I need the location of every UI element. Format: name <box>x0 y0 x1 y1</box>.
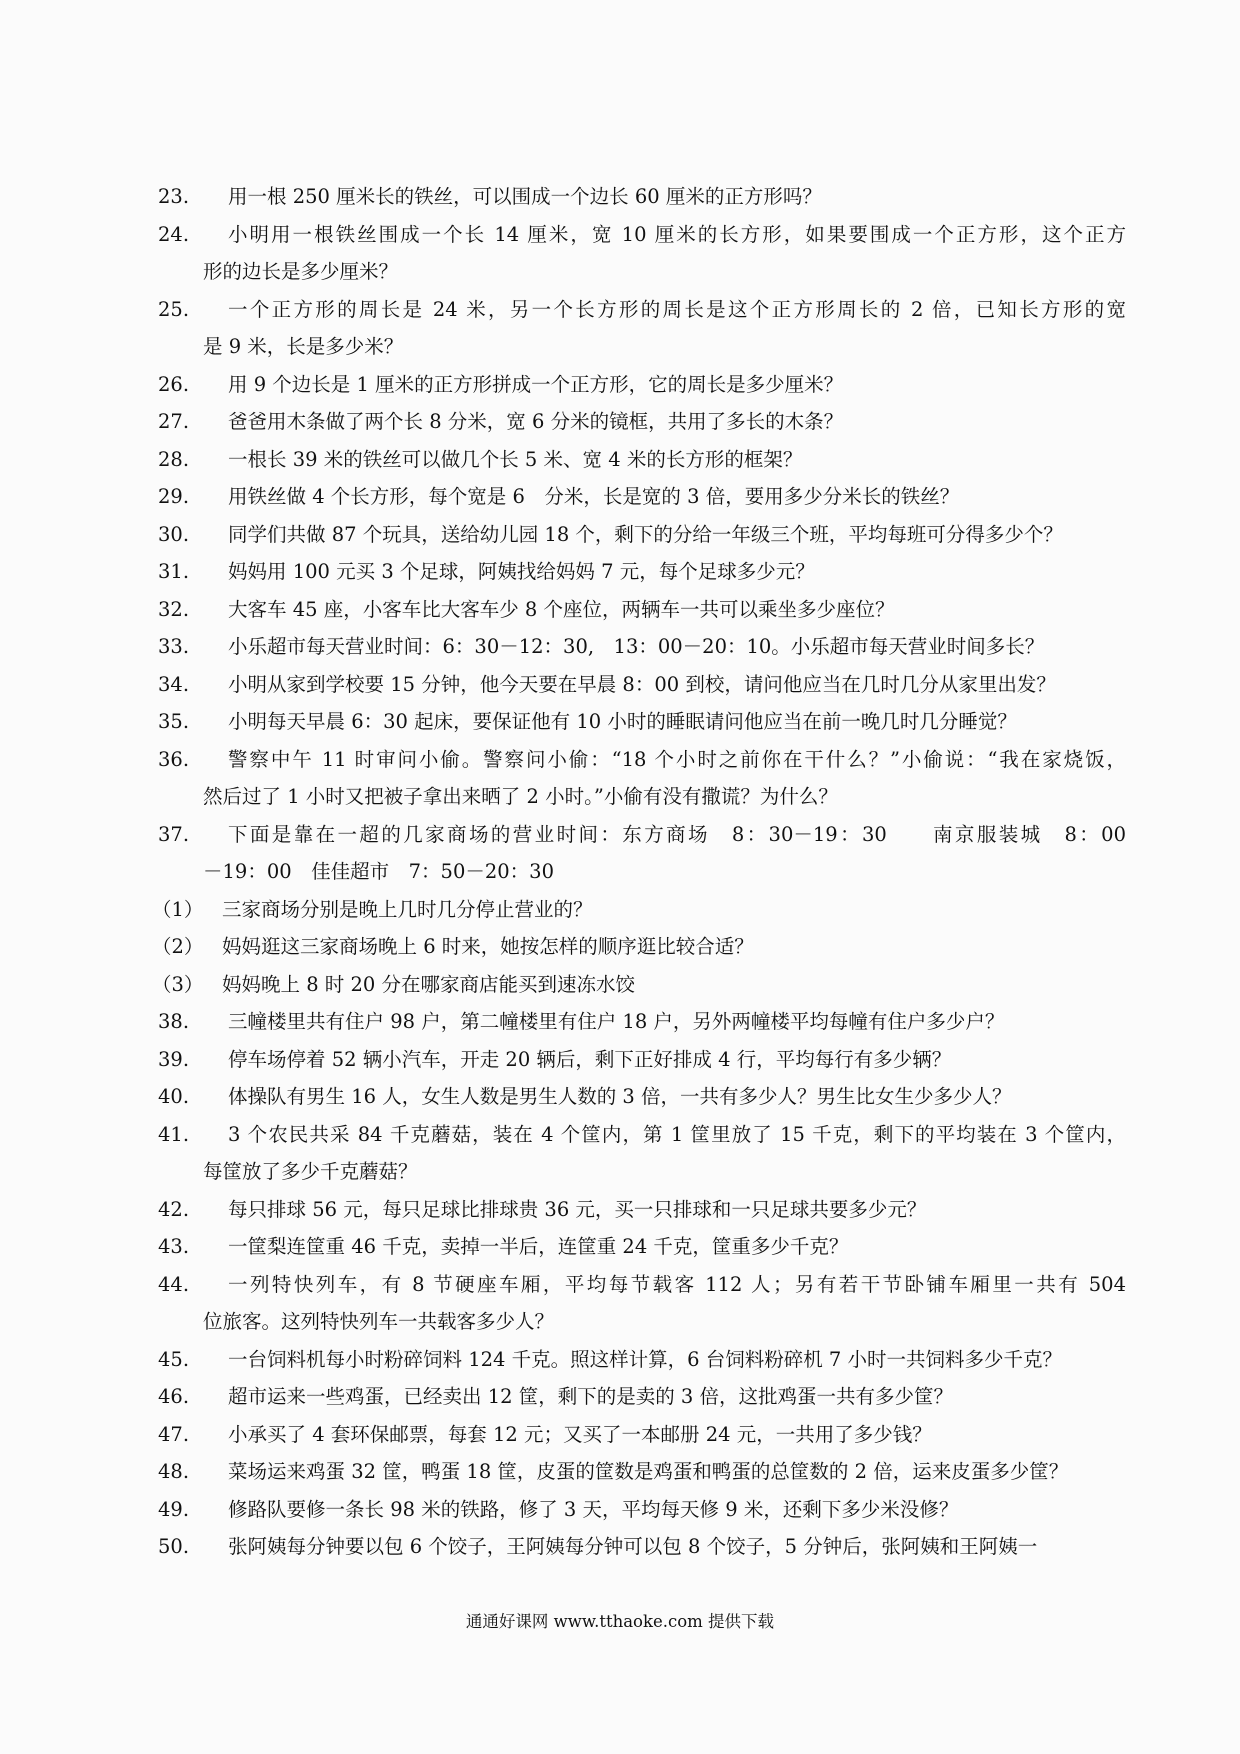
problem-item <box>158 741 1126 816</box>
sub-question <box>152 928 1126 966</box>
problem-item <box>158 666 1126 704</box>
problem-item <box>158 366 1126 404</box>
problem-text: 小乐超市每天营业时间：6：30－12：30, 13：00－20：10。小乐超市每天营业时间多长？ <box>228 635 1045 658</box>
problem-text: 小明从家到学校要 15 分钟，他今天要在早晨 8：00 到校，请问他应当在几时几分从家里出发？ <box>228 672 1056 696</box>
problem-text: 用 9 个边长是 1 厘米的正方形拼成一个正方形，它的周长是多少厘米？ <box>228 372 844 396</box>
problem-item <box>158 628 1126 666</box>
problem-text-continued: 每筐放了多少千克蘑菇？ <box>203 1160 418 1183</box>
problem-item <box>158 1341 1126 1379</box>
problem-item <box>158 1116 1126 1191</box>
problem-number: 33. <box>158 635 190 658</box>
sub-question <box>152 891 1126 929</box>
problem-number: 40. <box>158 1085 190 1108</box>
problem-text-continued: 形的边长是多少厘米？ <box>203 260 399 283</box>
problem-text: 张阿姨每分钟要以包 6 个饺子，王阿姨每分钟可以包 8 个饺子，5 分钟后，张阿姨和王阿姨一 <box>228 1535 1038 1558</box>
problem-number: 34. <box>158 672 190 696</box>
problem-number: 43. <box>158 1235 190 1258</box>
problem-number: 25. <box>158 297 190 321</box>
problem-item <box>158 1228 1126 1266</box>
problem-number: 44. <box>158 1272 190 1296</box>
problem-text: 小承买了 4 套环保邮票，每套 12 元；又买了一本邮册 24 元，一共用了多少钱？ <box>228 1422 932 1446</box>
problem-text: 一筐梨连筐重 46 千克，卖掉一半后，连筐重 24 千克，筐重多少千克？ <box>228 1235 849 1258</box>
problem-number: 29. <box>158 485 190 508</box>
problem-text: 菜场运来鸡蛋 32 筐，鸭蛋 18 筐，皮蛋的筐数是鸡蛋和鸭蛋的总筐数的 2 倍，运来皮蛋多少筐？ <box>228 1460 1069 1483</box>
sub-question-label: （1） <box>152 897 204 921</box>
problem-number: 42. <box>158 1197 190 1221</box>
problem-item <box>158 591 1126 629</box>
problem-text: 体操队有男生 16 人，女生人数是男生人数的 3 倍，一共有多少人？男生比女生少多少人？ <box>228 1085 1012 1108</box>
problem-text-continued: 位旅客。这列特快列车一共载客多少人？ <box>203 1310 555 1333</box>
problem-text: 三幢楼里共有住户 98 户，第二幢楼里有住户 18 户，另外两幢楼平均每幢有住户多少户？ <box>228 1010 1005 1033</box>
problem-number: 32. <box>158 597 190 621</box>
problem-item <box>158 291 1126 366</box>
problem-text: 同学们共做 87 个玩具，送给幼儿园 18 个，剩下的分给一年级三个班，平均每班可分得多少个？ <box>228 522 1063 546</box>
sub-question <box>152 966 1126 1004</box>
problem-number: 26. <box>158 372 190 396</box>
problem-text: 3 个农民共采 84 千克蘑菇，装在 4 个筐内，第 1 筐里放了 15 千克，剩下的平均装在 3 个筐内， <box>228 1122 1126 1146</box>
problem-number: 37. <box>158 822 190 846</box>
problem-item <box>158 1453 1126 1491</box>
problem-number: 46. <box>158 1385 190 1408</box>
problem-number: 28. <box>158 447 190 471</box>
problem-number: 48. <box>158 1460 190 1483</box>
problem-item <box>158 1191 1126 1229</box>
sub-question-text: 三家商场分别是晚上几时几分停止营业的？ <box>222 897 593 921</box>
problem-item <box>158 816 1126 891</box>
problem-text: 警察中午 11 时审问小偷。警察问小偷：“18 个小时之前你在干什么？”小偷说：“我在家烧饭， <box>228 747 1126 771</box>
problem-text: 一根长 39 米的铁丝可以做几个长 5 米、宽 4 米的长方形的框架？ <box>228 447 803 471</box>
problem-item <box>158 1378 1126 1416</box>
problem-text-continued: －19：00 佳佳超市 7：50－20：30 <box>203 860 554 883</box>
sub-question-label: （3） <box>152 972 204 996</box>
problem-item <box>158 516 1126 554</box>
problem-number: 27. <box>158 410 190 433</box>
problem-item <box>158 178 1126 216</box>
problem-number: 41. <box>158 1122 190 1146</box>
problem-text: 用一根 250 厘米长的铁丝，可以围成一个边长 60 厘米的正方形吗？ <box>228 185 822 208</box>
problem-number: 49. <box>158 1497 190 1521</box>
problem-item <box>158 1041 1126 1079</box>
problem-number: 38. <box>158 1010 190 1033</box>
problem-text: 下面是靠在一超的几家商场的营业时间：东方商场 8：30－19：30 南京服装城 8：00 <box>228 822 1126 846</box>
problem-text: 大客车 45 座，小客车比大客车少 8 个座位，两辆车一共可以乘坐多少座位？ <box>228 597 895 621</box>
problem-item <box>158 1003 1126 1041</box>
problem-number: 47. <box>158 1422 190 1446</box>
problem-item <box>158 1528 1126 1566</box>
problem-text-continued: 是 9 米，长是多少米？ <box>203 335 404 358</box>
problem-text: 小明每天早晨 6：30 起床，要保证他有 10 小时的睡眠请问他应当在前一晚几时几分睡觉？ <box>228 710 1017 733</box>
problem-text: 一台饲料机每小时粉碎饲料 124 千克。照这样计算，6 台饲料粉碎机 7 小时一共饲料多少千克？ <box>228 1347 1063 1371</box>
problem-item <box>158 703 1126 741</box>
problem-number: 50. <box>158 1535 190 1558</box>
problem-text-continued: 然后过了 1 小时又把被子拿出来晒了 2 小时。”小偷有没有撒谎？为什么？ <box>203 785 838 808</box>
problem-item <box>158 441 1126 479</box>
sub-question-text: 妈妈晚上 8 时 20 分在哪家商店能买到速冻水饺 <box>222 972 636 996</box>
problem-list <box>152 178 1126 1566</box>
problem-item <box>158 553 1126 591</box>
problem-item <box>158 1266 1126 1341</box>
problem-number: 24. <box>158 222 190 246</box>
problem-text: 修路队要修一条长 98 米的铁路，修了 3 天，平均每天修 9 米，还剩下多少米没修？ <box>228 1497 959 1521</box>
problem-text: 每只排球 56 元，每只足球比排球贵 36 元，买一只排球和一只足球共要多少元？ <box>228 1197 927 1221</box>
problem-text: 停车场停着 52 辆小汽车，开走 20 辆后，剩下正好排成 4 行，平均每行有多少辆？ <box>228 1047 952 1071</box>
problem-number: 31. <box>158 560 190 583</box>
problem-item <box>158 1078 1126 1116</box>
problem-text: 爸爸用木条做了两个长 8 分米，宽 6 分米的镜框，共用了多长的木条？ <box>228 410 844 433</box>
problem-item <box>158 478 1126 516</box>
problem-item <box>158 216 1126 291</box>
problem-item <box>158 403 1126 441</box>
problem-number: 45. <box>158 1347 190 1371</box>
problem-item <box>158 1416 1126 1454</box>
problem-number: 30. <box>158 522 190 546</box>
problem-text: 一列特快列车，有 8 节硬座车厢，平均每节载客 112 人；另有若干节卧铺车厢里一共有 504 <box>228 1272 1126 1296</box>
problem-number: 35. <box>158 710 190 733</box>
problem-number: 36. <box>158 747 190 771</box>
sub-question-text: 妈妈逛这三家商场晚上 6 时来，她按怎样的顺序逛比较合适？ <box>222 935 754 958</box>
problem-text: 一个正方形的周长是 24 米，另一个长方形的周长是这个正方形周长的 2 倍，已知长方形的宽 <box>228 297 1126 321</box>
problem-text: 妈妈用 100 元买 3 个足球，阿姨找给妈妈 7 元，每个足球多少元？ <box>228 560 815 583</box>
problem-text: 超市运来一些鸡蛋，已经卖出 12 筐，剩下的是卖的 3 倍，这批鸡蛋一共有多少筐？ <box>228 1385 954 1408</box>
problem-number: 23. <box>158 185 190 208</box>
footer-text: 通通好课网 www.tthaoke.com 提供下载 <box>465 1612 775 1631</box>
problem-text: 用铁丝做 4 个长方形，每个宽是 6 分米，长是宽的 3 倍，要用多少分米长的铁丝？ <box>228 485 960 508</box>
problem-text: 小明用一根铁丝围成一个长 14 厘米，宽 10 厘米的长方形，如果要围成一个正方形，这个正方 <box>228 222 1126 246</box>
problem-item <box>158 1491 1126 1529</box>
problem-number: 39. <box>158 1047 190 1071</box>
sub-question-label: （2） <box>152 935 204 958</box>
